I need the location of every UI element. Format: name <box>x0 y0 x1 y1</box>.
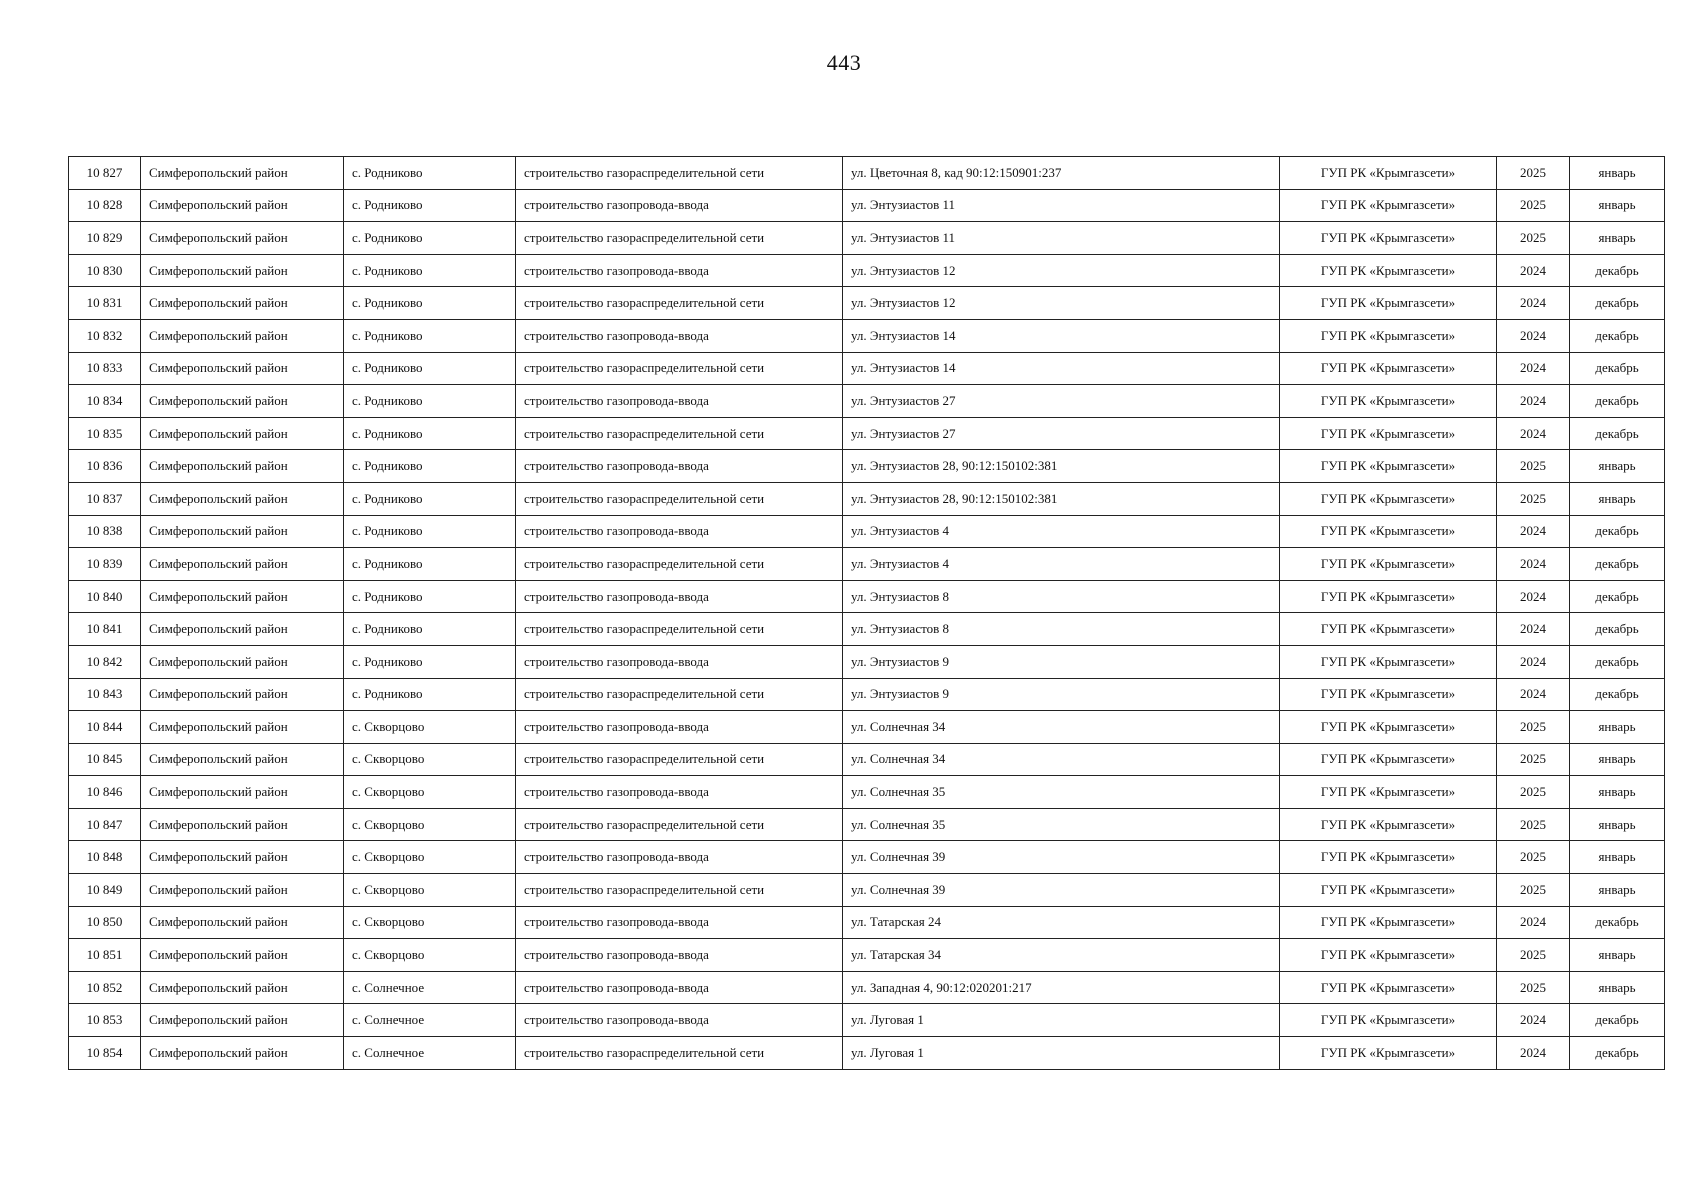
row-number-cell: 10 851 <box>69 939 141 972</box>
organization-cell: ГУП РК «Крымгазсети» <box>1280 971 1497 1004</box>
settlement-cell: с. Солнечное <box>344 1037 516 1070</box>
year-cell: 2025 <box>1497 450 1570 483</box>
settlement-cell: с. Скворцово <box>344 711 516 744</box>
month-cell: январь <box>1570 939 1665 972</box>
row-number-cell: 10 832 <box>69 319 141 352</box>
address-cell: ул. Солнечная 35 <box>843 776 1280 809</box>
settlement-cell: с. Родниково <box>344 385 516 418</box>
district-cell: Симферопольский район <box>141 1037 344 1070</box>
district-cell: Симферопольский район <box>141 743 344 776</box>
month-cell: январь <box>1570 711 1665 744</box>
year-cell: 2025 <box>1497 222 1570 255</box>
row-number-cell: 10 828 <box>69 189 141 222</box>
table-row <box>69 222 1665 255</box>
table-row <box>69 548 1665 581</box>
row-number-cell: 10 854 <box>69 1037 141 1070</box>
work-type-cell: строительство газораспределительной сети <box>516 808 843 841</box>
district-cell: Симферопольский район <box>141 385 344 418</box>
month-cell: январь <box>1570 776 1665 809</box>
address-cell: ул. Луговая 1 <box>843 1004 1280 1037</box>
work-type-cell: строительство газораспределительной сети <box>516 352 843 385</box>
work-type-cell: строительство газораспределительной сети <box>516 874 843 907</box>
address-cell: ул. Энтузиастов 8 <box>843 580 1280 613</box>
address-cell: ул. Солнечная 39 <box>843 874 1280 907</box>
year-cell: 2025 <box>1497 157 1570 190</box>
organization-cell: ГУП РК «Крымгазсети» <box>1280 711 1497 744</box>
work-type-cell: строительство газораспределительной сети <box>516 743 843 776</box>
district-cell: Симферопольский район <box>141 287 344 320</box>
settlement-cell: с. Скворцово <box>344 906 516 939</box>
work-type-cell: строительство газопровода-ввода <box>516 319 843 352</box>
settlement-cell: с. Скворцово <box>344 808 516 841</box>
address-cell: ул. Энтузиастов 4 <box>843 548 1280 581</box>
work-type-cell: строительство газораспределительной сети <box>516 613 843 646</box>
year-cell: 2024 <box>1497 613 1570 646</box>
organization-cell: ГУП РК «Крымгазсети» <box>1280 319 1497 352</box>
organization-cell: ГУП РК «Крымгазсети» <box>1280 743 1497 776</box>
address-cell: ул. Энтузиастов 9 <box>843 645 1280 678</box>
organization-cell: ГУП РК «Крымгазсети» <box>1280 157 1497 190</box>
settlement-cell: с. Родниково <box>344 613 516 646</box>
table-row <box>69 743 1665 776</box>
year-cell: 2025 <box>1497 939 1570 972</box>
district-cell: Симферопольский район <box>141 157 344 190</box>
year-cell: 2025 <box>1497 189 1570 222</box>
month-cell: декабрь <box>1570 254 1665 287</box>
address-cell: ул. Татарская 34 <box>843 939 1280 972</box>
table-row <box>69 482 1665 515</box>
address-cell: ул. Энтузиастов 11 <box>843 222 1280 255</box>
work-type-cell: строительство газопровода-ввода <box>516 645 843 678</box>
table-row <box>69 189 1665 222</box>
organization-cell: ГУП РК «Крымгазсети» <box>1280 385 1497 418</box>
address-cell: ул. Западная 4, 90:12:020201:217 <box>843 971 1280 1004</box>
district-cell: Симферопольский район <box>141 222 344 255</box>
district-cell: Симферопольский район <box>141 808 344 841</box>
work-type-cell: строительство газопровода-ввода <box>516 254 843 287</box>
work-type-cell: строительство газопровода-ввода <box>516 841 843 874</box>
year-cell: 2025 <box>1497 841 1570 874</box>
organization-cell: ГУП РК «Крымгазсети» <box>1280 1004 1497 1037</box>
month-cell: январь <box>1570 874 1665 907</box>
settlement-cell: с. Скворцово <box>344 874 516 907</box>
month-cell: январь <box>1570 808 1665 841</box>
month-cell: январь <box>1570 189 1665 222</box>
table-row <box>69 971 1665 1004</box>
settlement-cell: с. Родниково <box>344 482 516 515</box>
row-number-cell: 10 844 <box>69 711 141 744</box>
address-cell: ул. Энтузиастов 4 <box>843 515 1280 548</box>
district-cell: Симферопольский район <box>141 776 344 809</box>
row-number-cell: 10 840 <box>69 580 141 613</box>
district-cell: Симферопольский район <box>141 678 344 711</box>
address-cell: ул. Солнечная 35 <box>843 808 1280 841</box>
month-cell: декабрь <box>1570 613 1665 646</box>
address-cell: ул. Энтузиастов 14 <box>843 352 1280 385</box>
organization-cell: ГУП РК «Крымгазсети» <box>1280 482 1497 515</box>
settlement-cell: с. Скворцово <box>344 841 516 874</box>
district-cell: Симферопольский район <box>141 319 344 352</box>
district-cell: Симферопольский район <box>141 1004 344 1037</box>
settlement-cell: с. Родниково <box>344 222 516 255</box>
table-row <box>69 157 1665 190</box>
work-type-cell: строительство газопровода-ввода <box>516 1004 843 1037</box>
organization-cell: ГУП РК «Крымгазсети» <box>1280 678 1497 711</box>
month-cell: декабрь <box>1570 515 1665 548</box>
table-row <box>69 417 1665 450</box>
address-cell: ул. Энтузиастов 28, 90:12:150102:381 <box>843 482 1280 515</box>
year-cell: 2025 <box>1497 971 1570 1004</box>
address-cell: ул. Энтузиастов 27 <box>843 385 1280 418</box>
page-number: 443 <box>826 50 862 75</box>
address-cell: ул. Солнечная 39 <box>843 841 1280 874</box>
row-number-cell: 10 845 <box>69 743 141 776</box>
settlement-cell: с. Родниково <box>344 515 516 548</box>
row-number-cell: 10 846 <box>69 776 141 809</box>
table-row <box>69 808 1665 841</box>
address-cell: ул. Татарская 24 <box>843 906 1280 939</box>
month-cell: январь <box>1570 743 1665 776</box>
settlement-cell: с. Родниково <box>344 287 516 320</box>
month-cell: декабрь <box>1570 1004 1665 1037</box>
table-row <box>69 1004 1665 1037</box>
year-cell: 2024 <box>1497 417 1570 450</box>
month-cell: декабрь <box>1570 287 1665 320</box>
work-type-cell: строительство газораспределительной сети <box>516 1037 843 1070</box>
organization-cell: ГУП РК «Крымгазсети» <box>1280 613 1497 646</box>
settlement-cell: с. Родниково <box>344 254 516 287</box>
work-type-cell: строительство газопровода-ввода <box>516 580 843 613</box>
table-row <box>69 319 1665 352</box>
row-number-cell: 10 829 <box>69 222 141 255</box>
settlement-cell: с. Солнечное <box>344 1004 516 1037</box>
table-row <box>69 580 1665 613</box>
district-cell: Симферопольский район <box>141 515 344 548</box>
district-cell: Симферопольский район <box>141 906 344 939</box>
organization-cell: ГУП РК «Крымгазсети» <box>1280 548 1497 581</box>
year-cell: 2024 <box>1497 906 1570 939</box>
organization-cell: ГУП РК «Крымгазсети» <box>1280 939 1497 972</box>
year-cell: 2024 <box>1497 548 1570 581</box>
work-type-cell: строительство газораспределительной сети <box>516 482 843 515</box>
table-row <box>69 711 1665 744</box>
year-cell: 2025 <box>1497 743 1570 776</box>
organization-cell: ГУП РК «Крымгазсети» <box>1280 906 1497 939</box>
month-cell: январь <box>1570 450 1665 483</box>
month-cell: декабрь <box>1570 319 1665 352</box>
year-cell: 2024 <box>1497 515 1570 548</box>
work-type-cell: строительство газопровода-ввода <box>516 189 843 222</box>
settlement-cell: с. Родниково <box>344 645 516 678</box>
month-cell: январь <box>1570 157 1665 190</box>
month-cell: декабрь <box>1570 385 1665 418</box>
settlement-cell: с. Родниково <box>344 352 516 385</box>
settlement-cell: с. Родниково <box>344 189 516 222</box>
district-cell: Симферопольский район <box>141 548 344 581</box>
work-type-cell: строительство газораспределительной сети <box>516 157 843 190</box>
organization-cell: ГУП РК «Крымгазсети» <box>1280 189 1497 222</box>
address-cell: ул. Энтузиастов 28, 90:12:150102:381 <box>843 450 1280 483</box>
row-number-cell: 10 834 <box>69 385 141 418</box>
row-number-cell: 10 841 <box>69 613 141 646</box>
work-type-cell: строительство газопровода-ввода <box>516 711 843 744</box>
settlement-cell: с. Родниково <box>344 450 516 483</box>
settlement-cell: с. Родниково <box>344 548 516 581</box>
year-cell: 2024 <box>1497 580 1570 613</box>
work-type-cell: строительство газопровода-ввода <box>516 515 843 548</box>
organization-cell: ГУП РК «Крымгазсети» <box>1280 417 1497 450</box>
row-number-cell: 10 839 <box>69 548 141 581</box>
gasification-table <box>68 156 1665 1070</box>
row-number-cell: 10 849 <box>69 874 141 907</box>
settlement-cell: с. Родниково <box>344 157 516 190</box>
row-number-cell: 10 852 <box>69 971 141 1004</box>
settlement-cell: с. Скворцово <box>344 743 516 776</box>
table-row <box>69 939 1665 972</box>
table-row <box>69 613 1665 646</box>
year-cell: 2025 <box>1497 482 1570 515</box>
address-cell: ул. Энтузиастов 8 <box>843 613 1280 646</box>
table-row <box>69 1037 1665 1070</box>
settlement-cell: с. Родниково <box>344 417 516 450</box>
district-cell: Симферопольский район <box>141 580 344 613</box>
settlement-cell: с. Родниково <box>344 580 516 613</box>
year-cell: 2024 <box>1497 352 1570 385</box>
settlement-cell: с. Скворцово <box>344 776 516 809</box>
month-cell: январь <box>1570 971 1665 1004</box>
month-cell: декабрь <box>1570 548 1665 581</box>
month-cell: январь <box>1570 482 1665 515</box>
year-cell: 2025 <box>1497 874 1570 907</box>
month-cell: декабрь <box>1570 580 1665 613</box>
row-number-cell: 10 838 <box>69 515 141 548</box>
settlement-cell: с. Родниково <box>344 678 516 711</box>
month-cell: январь <box>1570 841 1665 874</box>
year-cell: 2024 <box>1497 287 1570 320</box>
district-cell: Симферопольский район <box>141 711 344 744</box>
district-cell: Симферопольский район <box>141 645 344 678</box>
address-cell: ул. Энтузиастов 9 <box>843 678 1280 711</box>
district-cell: Симферопольский район <box>141 971 344 1004</box>
organization-cell: ГУП РК «Крымгазсети» <box>1280 841 1497 874</box>
table-row <box>69 287 1665 320</box>
district-cell: Симферопольский район <box>141 254 344 287</box>
work-type-cell: строительство газораспределительной сети <box>516 678 843 711</box>
work-type-cell: строительство газораспределительной сети <box>516 417 843 450</box>
address-cell: ул. Солнечная 34 <box>843 711 1280 744</box>
work-type-cell: строительство газопровода-ввода <box>516 939 843 972</box>
row-number-cell: 10 847 <box>69 808 141 841</box>
district-cell: Симферопольский район <box>141 841 344 874</box>
month-cell: декабрь <box>1570 352 1665 385</box>
organization-cell: ГУП РК «Крымгазсети» <box>1280 645 1497 678</box>
row-number-cell: 10 848 <box>69 841 141 874</box>
district-cell: Симферопольский район <box>141 482 344 515</box>
year-cell: 2025 <box>1497 776 1570 809</box>
address-cell: ул. Цветочная 8, кад 90:12:150901:237 <box>843 157 1280 190</box>
organization-cell: ГУП РК «Крымгазсети» <box>1280 1037 1497 1070</box>
month-cell: декабрь <box>1570 1037 1665 1070</box>
address-cell: ул. Энтузиастов 11 <box>843 189 1280 222</box>
row-number-cell: 10 830 <box>69 254 141 287</box>
year-cell: 2024 <box>1497 1037 1570 1070</box>
work-type-cell: строительство газораспределительной сети <box>516 548 843 581</box>
district-cell: Симферопольский район <box>141 189 344 222</box>
work-type-cell: строительство газораспределительной сети <box>516 287 843 320</box>
row-number-cell: 10 850 <box>69 906 141 939</box>
table-row <box>69 874 1665 907</box>
work-type-cell: строительство газопровода-ввода <box>516 450 843 483</box>
row-number-cell: 10 853 <box>69 1004 141 1037</box>
table-body <box>69 157 1665 1070</box>
row-number-cell: 10 835 <box>69 417 141 450</box>
settlement-cell: с. Родниково <box>344 319 516 352</box>
row-number-cell: 10 842 <box>69 645 141 678</box>
organization-cell: ГУП РК «Крымгазсети» <box>1280 222 1497 255</box>
year-cell: 2024 <box>1497 385 1570 418</box>
table-row <box>69 678 1665 711</box>
table-row <box>69 450 1665 483</box>
year-cell: 2024 <box>1497 254 1570 287</box>
work-type-cell: строительство газопровода-ввода <box>516 385 843 418</box>
district-cell: Симферопольский район <box>141 939 344 972</box>
year-cell: 2024 <box>1497 645 1570 678</box>
row-number-cell: 10 833 <box>69 352 141 385</box>
row-number-cell: 10 843 <box>69 678 141 711</box>
work-type-cell: строительство газораспределительной сети <box>516 222 843 255</box>
row-number-cell: 10 831 <box>69 287 141 320</box>
organization-cell: ГУП РК «Крымгазсети» <box>1280 580 1497 613</box>
work-type-cell: строительство газопровода-ввода <box>516 906 843 939</box>
month-cell: декабрь <box>1570 678 1665 711</box>
organization-cell: ГУП РК «Крымгазсети» <box>1280 808 1497 841</box>
table-row <box>69 776 1665 809</box>
month-cell: декабрь <box>1570 417 1665 450</box>
district-cell: Симферопольский район <box>141 450 344 483</box>
address-cell: ул. Энтузиастов 27 <box>843 417 1280 450</box>
address-cell: ул. Энтузиастов 12 <box>843 254 1280 287</box>
district-cell: Симферопольский район <box>141 417 344 450</box>
organization-cell: ГУП РК «Крымгазсети» <box>1280 515 1497 548</box>
month-cell: январь <box>1570 222 1665 255</box>
table-row <box>69 645 1665 678</box>
organization-cell: ГУП РК «Крымгазсети» <box>1280 254 1497 287</box>
organization-cell: ГУП РК «Крымгазсети» <box>1280 287 1497 320</box>
address-cell: ул. Энтузиастов 12 <box>843 287 1280 320</box>
address-cell: ул. Солнечная 34 <box>843 743 1280 776</box>
row-number-cell: 10 827 <box>69 157 141 190</box>
month-cell: декабрь <box>1570 645 1665 678</box>
district-cell: Симферопольский район <box>141 613 344 646</box>
settlement-cell: с. Солнечное <box>344 971 516 1004</box>
address-cell: ул. Энтузиастов 14 <box>843 319 1280 352</box>
settlement-cell: с. Скворцово <box>344 939 516 972</box>
year-cell: 2024 <box>1497 678 1570 711</box>
table-row <box>69 352 1665 385</box>
year-cell: 2025 <box>1497 808 1570 841</box>
table-row <box>69 841 1665 874</box>
address-cell: ул. Луговая 1 <box>843 1037 1280 1070</box>
work-type-cell: строительство газопровода-ввода <box>516 776 843 809</box>
year-cell: 2024 <box>1497 1004 1570 1037</box>
table-row <box>69 906 1665 939</box>
organization-cell: ГУП РК «Крымгазсети» <box>1280 450 1497 483</box>
table-row <box>69 385 1665 418</box>
district-cell: Симферопольский район <box>141 874 344 907</box>
row-number-cell: 10 837 <box>69 482 141 515</box>
row-number-cell: 10 836 <box>69 450 141 483</box>
organization-cell: ГУП РК «Крымгазсети» <box>1280 776 1497 809</box>
table-row <box>69 515 1665 548</box>
year-cell: 2025 <box>1497 711 1570 744</box>
organization-cell: ГУП РК «Крымгазсети» <box>1280 352 1497 385</box>
organization-cell: ГУП РК «Крымгазсети» <box>1280 874 1497 907</box>
year-cell: 2024 <box>1497 319 1570 352</box>
district-cell: Симферопольский район <box>141 352 344 385</box>
work-type-cell: строительство газопровода-ввода <box>516 971 843 1004</box>
table-row <box>69 254 1665 287</box>
month-cell: декабрь <box>1570 906 1665 939</box>
